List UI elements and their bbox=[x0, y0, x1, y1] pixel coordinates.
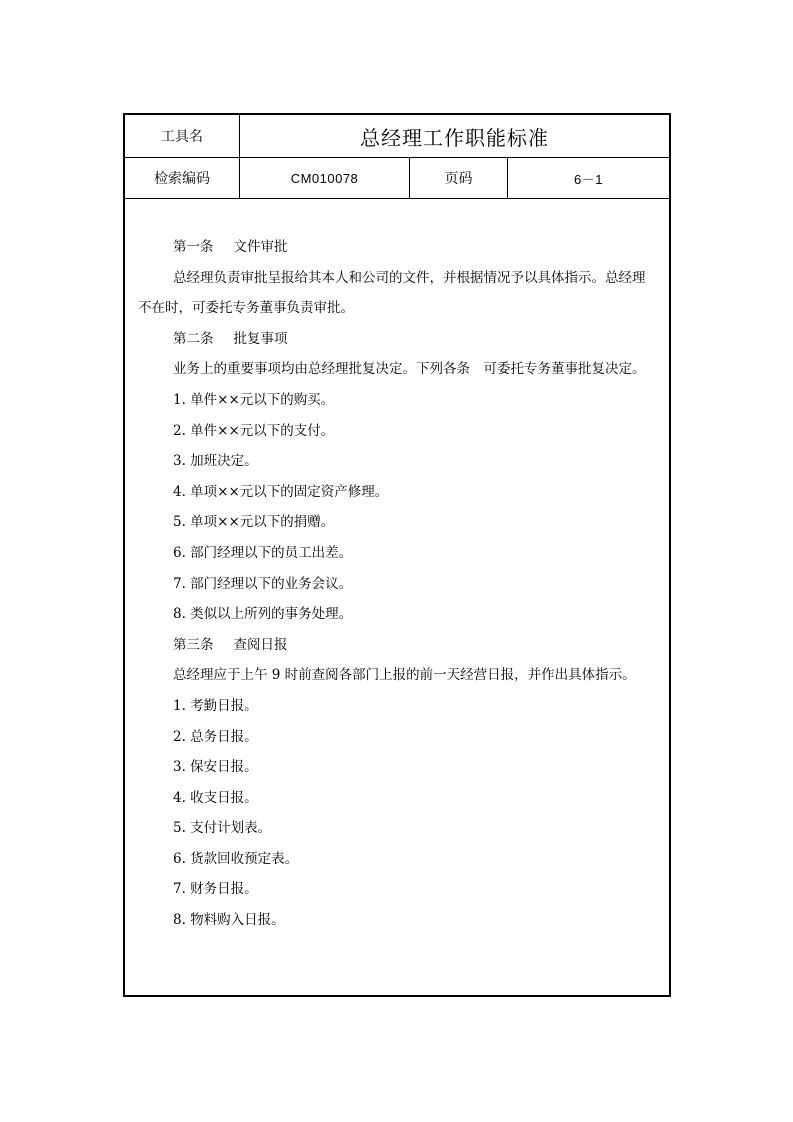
list-item: 5. 支付计划表。 bbox=[173, 820, 272, 837]
list-item: 5. 单项××元以下的捐赠。 bbox=[173, 514, 335, 531]
list-item: 8. 类似以上所列的事务处理。 bbox=[173, 606, 353, 623]
tool-name-label: 工具名 bbox=[161, 129, 203, 145]
list-item: 6. 部门经理以下的员工出差。 bbox=[173, 544, 353, 561]
section-1-heading bbox=[138, 232, 658, 263]
list-item: 4. 单项××元以下的固定资产修理。 bbox=[173, 483, 389, 500]
document-title: 总经理工作职能标准 bbox=[360, 125, 549, 150]
list-item: 1. 单件××元以下的购买。 bbox=[173, 391, 335, 408]
list-item: 7. 财务日报。 bbox=[173, 881, 258, 898]
section-number: 第一条 bbox=[173, 239, 214, 255]
section-2-heading bbox=[138, 324, 658, 355]
section-1-paragraph: 总经理负责审批呈报给其本人和公司的文件，并根据情况予以具体指示。总经理不在时，可委托专务董事负责审批。 bbox=[138, 269, 646, 317]
section-title: 批复事项 bbox=[233, 330, 288, 347]
index-code-label: 检索编码 bbox=[154, 171, 210, 187]
list-item: 3. 加班决定。 bbox=[173, 453, 258, 470]
list-item: 2. 单件××元以下的支付。 bbox=[173, 422, 335, 439]
index-code-value: CM010078 bbox=[290, 170, 359, 186]
header-divider-2 bbox=[125, 198, 669, 199]
list-item: 8. 物料购入日报。 bbox=[173, 912, 285, 929]
list-item: 7. 部门经理以下的业务会议。 bbox=[173, 575, 353, 592]
page-value: 6－1 bbox=[574, 171, 603, 187]
section-2-paragraph: 业务上的重要事项均由总经理批复决定。下列各条 可委托专务董事批复决定。 bbox=[173, 361, 646, 378]
section-number: 第二条 bbox=[173, 330, 214, 347]
list-item: 4. 收支日报。 bbox=[173, 789, 258, 806]
list-item: 3. 保安日报。 bbox=[173, 759, 258, 776]
list-item: 1. 考勤日报。 bbox=[173, 697, 258, 714]
list-item: 6. 货款回收预定表。 bbox=[173, 850, 299, 867]
list-item: 2. 总务日报。 bbox=[173, 728, 258, 745]
section-number: 第三条 bbox=[173, 636, 214, 653]
section-3-heading bbox=[138, 630, 658, 661]
page-label: 页码 bbox=[444, 171, 473, 187]
document-body bbox=[138, 232, 658, 936]
section-3-paragraph: 总经理应于上午 9 时前查阅各部门上报的前一天经营日报，并作出具体指示。 bbox=[173, 667, 636, 684]
section-title: 文件审批 bbox=[233, 239, 288, 255]
section-title: 查阅日报 bbox=[233, 636, 288, 653]
